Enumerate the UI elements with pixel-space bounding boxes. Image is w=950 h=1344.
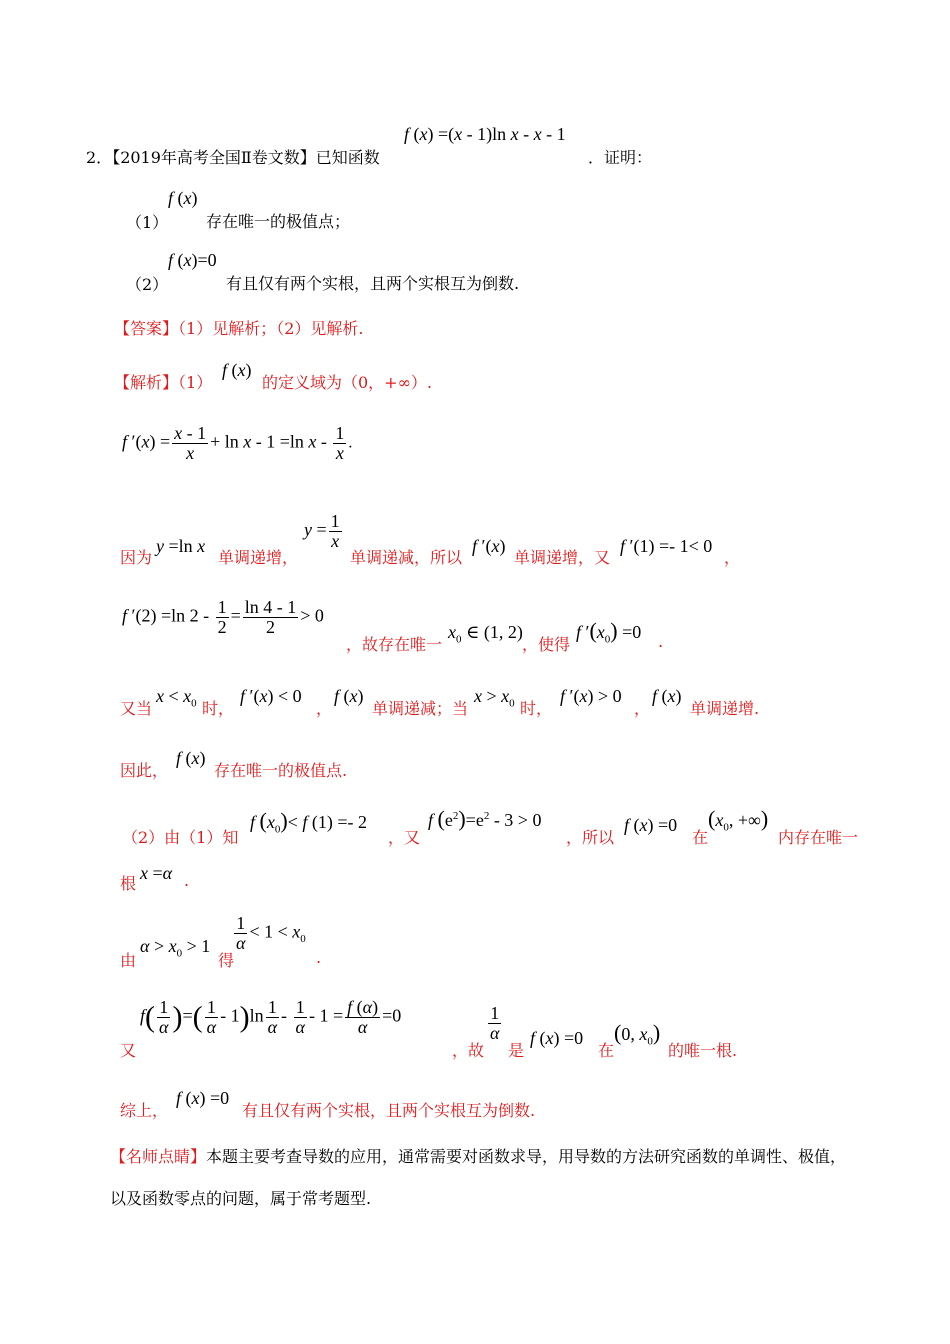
l7-f2: f $(e^2)=e^2 - 3 > 0$: [428, 806, 542, 831]
l3-f1: y =ln x: [156, 536, 206, 556]
l10-f3: f (x) =0: [530, 1028, 584, 1048]
l5-b: 时，: [202, 699, 235, 718]
problem-source: 【2019年高考全国Ⅱ卷文数】: [112, 148, 316, 167]
l5-d: 单调递减；当: [372, 699, 469, 718]
l5-f: ，: [634, 699, 651, 718]
l3-d: 单调递增，又: [514, 548, 611, 567]
l6-a: 因此，: [120, 761, 169, 780]
comment-line-2: 以及函数零点的问题，属于常考题型.: [110, 1189, 372, 1208]
part1-label: （1）: [126, 213, 169, 232]
l5-f2: f ′(x) < 0: [240, 686, 302, 706]
l5-f6: f (x): [652, 686, 682, 706]
part2-label: （2）: [126, 275, 169, 294]
comment-tag: 【名师点睛】: [110, 1147, 207, 1166]
l6-f1: f (x): [176, 748, 206, 768]
part1-formula: f (x): [168, 188, 198, 208]
l4-a: ，故存在唯一: [346, 635, 443, 654]
l11-a: 综上，: [120, 1101, 169, 1120]
answer-line: [114, 316, 363, 339]
l10-c: 是: [508, 1041, 525, 1060]
l3-b: 单调递增，: [218, 548, 299, 567]
part1-text: 存在唯一的极值点；: [206, 212, 351, 231]
problem-intro: 已知函数: [315, 148, 380, 167]
l9-f2: $\frac{1}{\alpha}$ < $1 < x_0$: [236, 913, 306, 953]
analysis-line-1-post: 的定义域为（0，+∞）.: [262, 373, 433, 392]
part2-text: 有且仅有两个实根，且两个实根互为倒数.: [226, 274, 520, 293]
problem-line: [86, 145, 380, 168]
analysis-line-1-formula: f (x): [222, 360, 252, 380]
l7-d: 在: [692, 828, 709, 847]
l10-e: 的唯一根.: [668, 1041, 738, 1060]
l10-f2: $\frac{1}{\alpha}$: [490, 1003, 500, 1043]
l3-f2: y = $\frac{1}{x}$: [304, 511, 340, 551]
l8-f1: x =α: [140, 863, 173, 883]
l7-e: 内存在唯一: [778, 828, 859, 847]
l9-f1: $\alpha > x_0 > 1$: [140, 936, 211, 960]
analysis-tag: 【解析】: [114, 373, 179, 392]
comment-line-1: [110, 1144, 846, 1167]
l7-c: ，所以: [566, 828, 615, 847]
l3-e: ，: [724, 548, 741, 567]
l5-c: ，: [316, 699, 333, 718]
l4-b: ，使得: [522, 635, 571, 654]
l10-b: ，故: [452, 1041, 485, 1060]
l7-b: ，又: [388, 828, 421, 847]
l4-formula: f ′(2) =ln 2 - $\frac{1}{2}$ = $\frac{\ln 4 - 1}{2}$ > 0: [122, 597, 324, 637]
l10-a: 又: [120, 1041, 137, 1060]
l6-b: 存在唯一的极值点.: [214, 761, 348, 780]
l9-a: 由: [120, 951, 137, 970]
l7-f4: ($x_0$, +∞): [708, 806, 769, 834]
l4-c: .: [658, 632, 664, 651]
l8-a: 根: [120, 874, 137, 893]
problem-tail: ．证明：: [588, 148, 653, 167]
derivative-formula: f ′(x) = $\frac{x - 1}{x}$ + ln x - 1 =ln x - $\frac{1}{x}$ .: [122, 423, 353, 463]
comment-text-1: 本题主要考查导数的应用，通常需要对函数求导，用导数的方法研究函数的单调性、极值，: [206, 1147, 847, 1166]
l9-b: 得: [218, 951, 235, 970]
problem-number: 2．: [86, 148, 113, 167]
l10-f1: f( $\frac{1}{\alpha}$ )=( $\frac{1}{\alpha}$ - 1)ln $\frac{1}{\alpha}$ - $\frac{1}{\alpha}$ - 1 = $\frac{f (\alpha)}{\alpha}$ =0: [140, 997, 402, 1037]
l7-a: （2）由（1）知: [122, 828, 239, 847]
l5-e: 时，: [520, 699, 553, 718]
l7-f1: f $(x_0)< f$ (1) =- 2: [250, 808, 367, 836]
l3-f4: f ′(1) =- 1< 0: [620, 536, 713, 556]
l5-f4: $x > x_0$: [474, 686, 515, 710]
answer-text: （1）见解析；（2）见解析.: [178, 319, 364, 338]
l5-f5: f ′(x) > 0: [560, 686, 622, 706]
l8-b: .: [184, 871, 190, 890]
l5-f3: f (x): [334, 686, 364, 706]
l4-f3: f $'(x_0) =0$: [576, 618, 642, 646]
analysis-line-1: 【解析】（1）: [114, 373, 213, 392]
l3-a: 因为: [120, 548, 153, 567]
l5-f1: $x < x_0$: [156, 686, 197, 710]
l5-g: 单调递增.: [690, 699, 760, 718]
l3-f3: f ′(x): [472, 536, 506, 556]
l9-c: .: [316, 948, 322, 967]
l3-c: 单调递减，所以: [350, 548, 463, 567]
l10-d: 在: [598, 1041, 615, 1060]
l10-f4: (0, $x_0$): [614, 1020, 661, 1048]
l11-b: 有且仅有两个实根，且两个实根互为倒数.: [242, 1101, 536, 1120]
l4-f2: $x_0$ ∈ (1, 2): [448, 622, 523, 646]
answer-tag: 【答案】: [114, 319, 179, 338]
part2-formula: f (x)=0: [168, 250, 217, 270]
problem-formula: f (x) =(x - 1)ln x - x - 1: [404, 124, 566, 144]
l5-a: 又当: [120, 699, 153, 718]
l7-f3: f (x) =0: [624, 815, 678, 835]
l11-f1: f (x) =0: [176, 1088, 230, 1108]
